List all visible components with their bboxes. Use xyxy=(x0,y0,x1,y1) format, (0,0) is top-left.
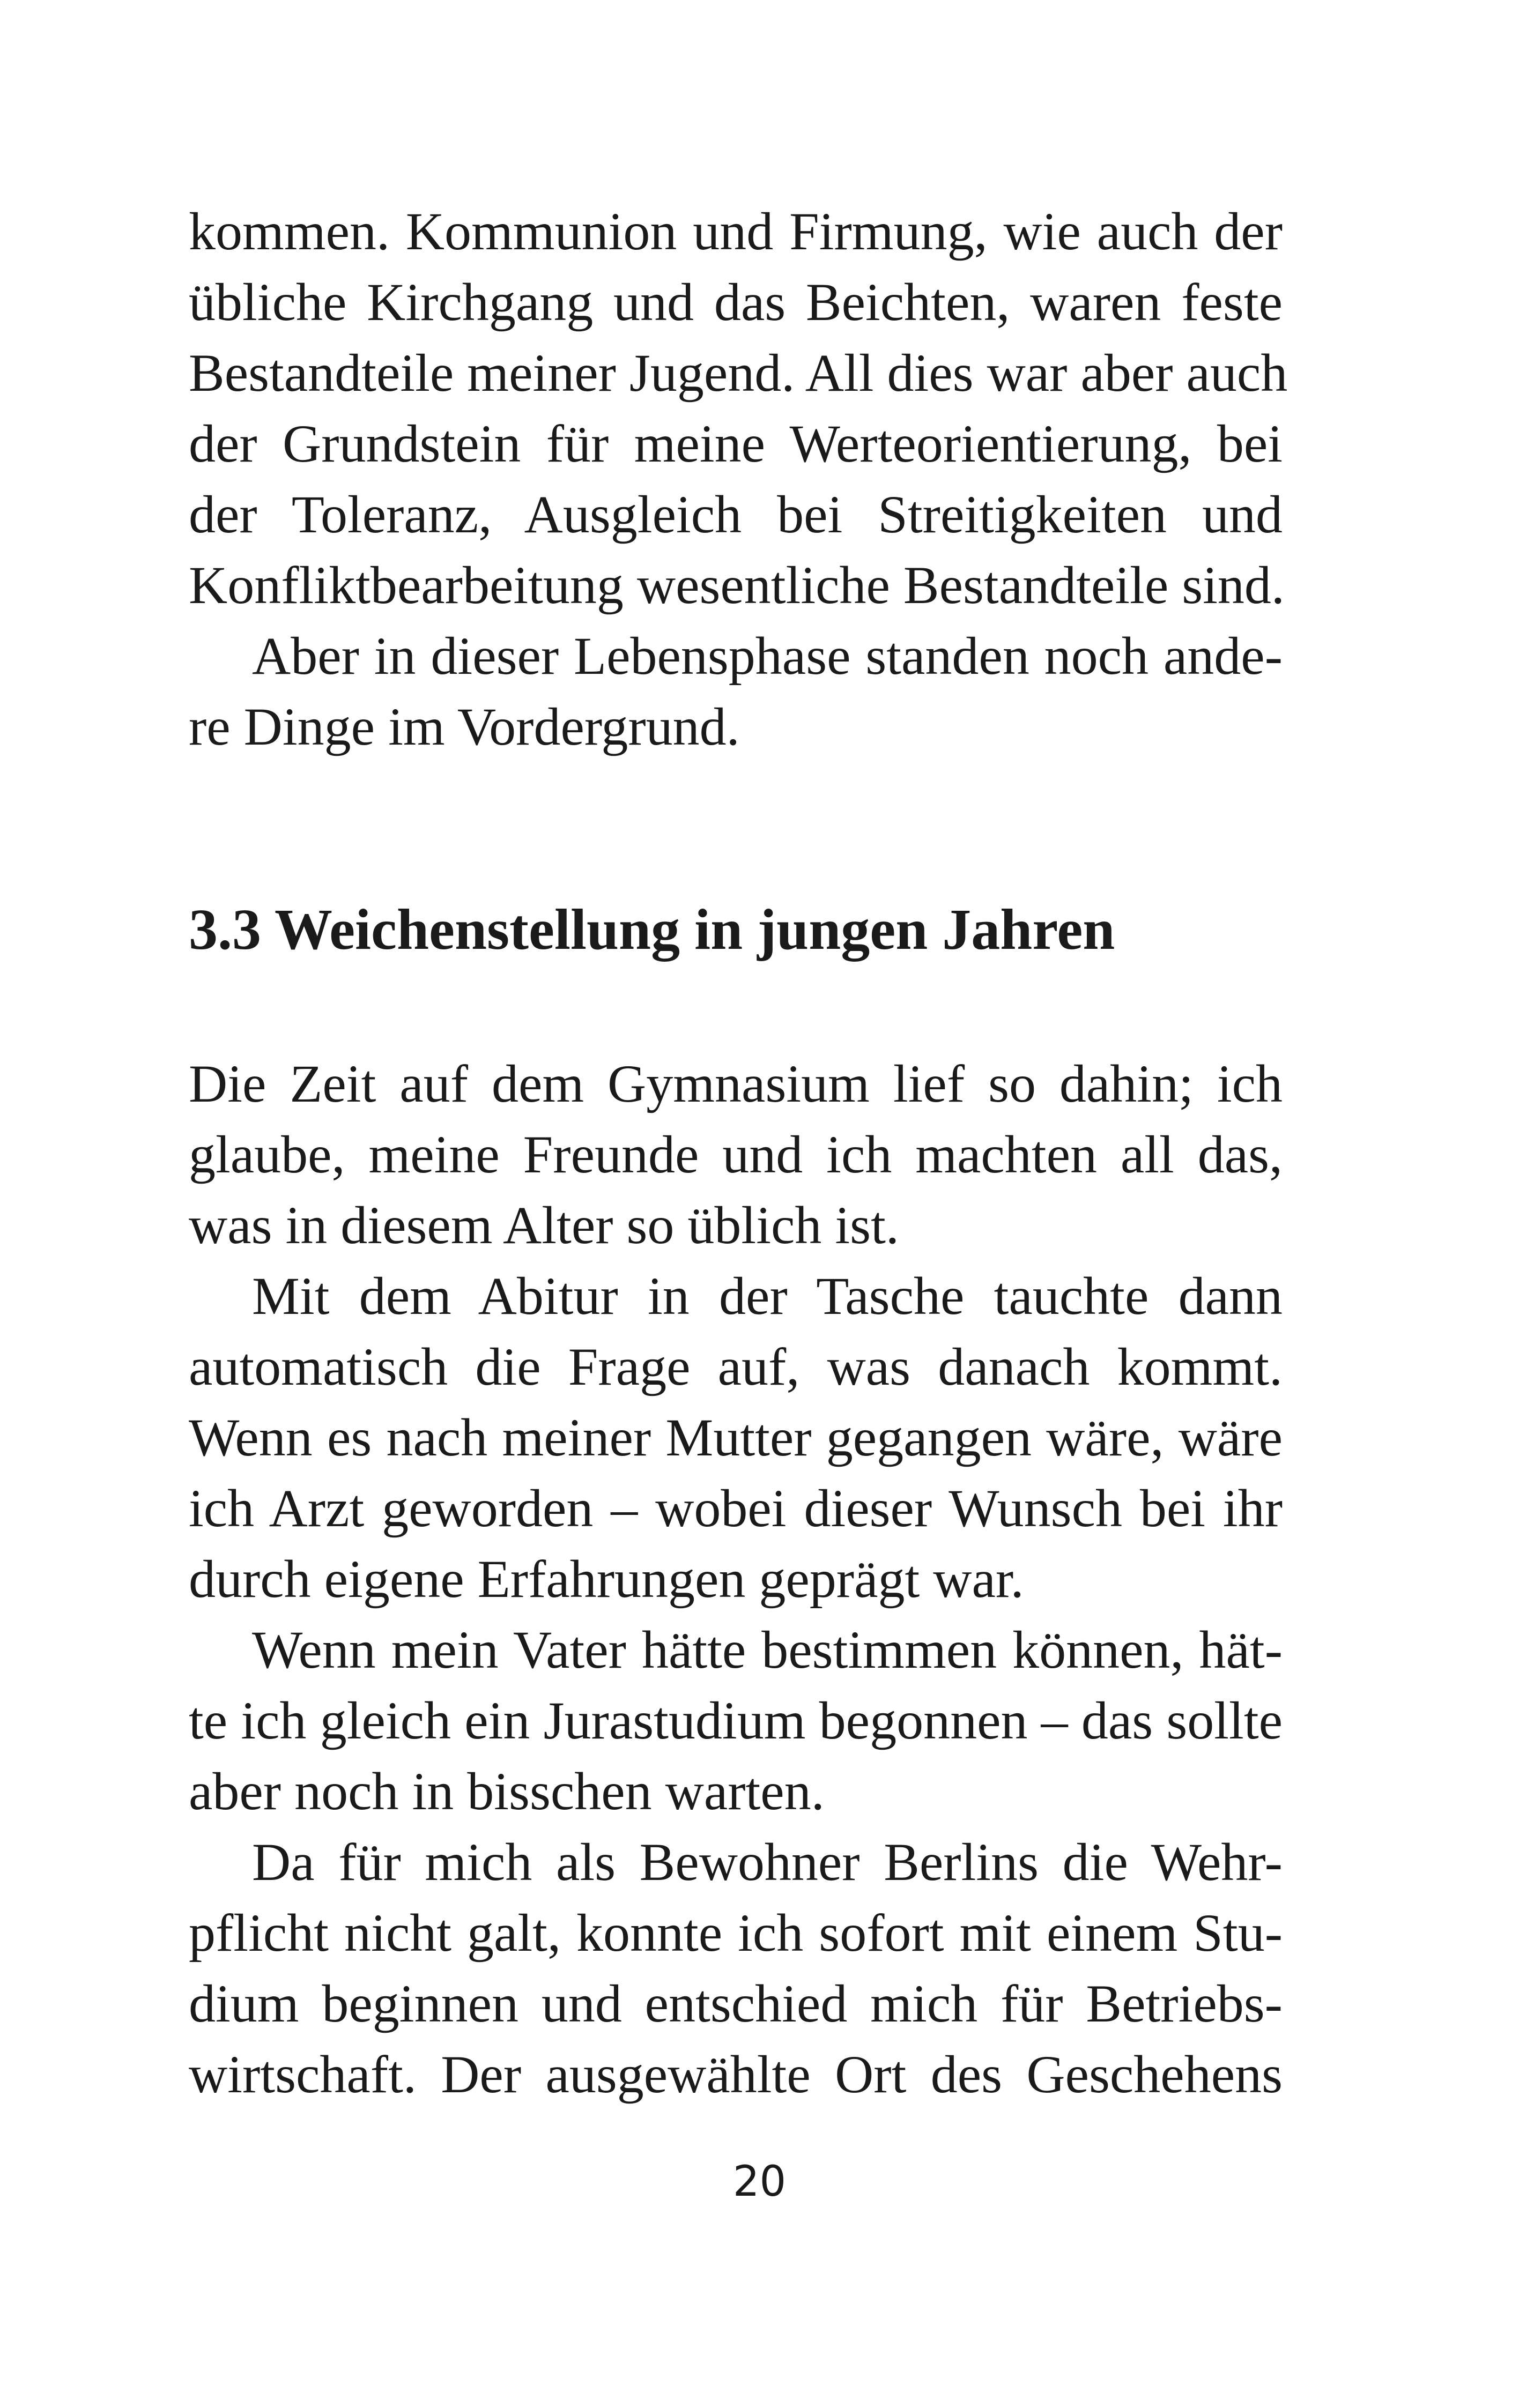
text-line: ich Arzt geworden – wobei dieser Wunsch bei ihr xyxy=(189,1478,1283,1538)
text-line: te ich gleich ein Jurastudium begonnen – das sollte xyxy=(189,1691,1283,1750)
text-line: Aber in dieser Lebensphase standen noch ande- xyxy=(252,626,1283,686)
page-number: 20 xyxy=(732,2158,787,2206)
text-line: glaube, meine Freunde und ich machten all das, xyxy=(189,1125,1283,1184)
text-line: übliche Kirchgang und das Beichten, waren feste xyxy=(189,272,1283,332)
text-line: Bestandteile meiner Jugend. All dies war aber auch xyxy=(189,343,1288,403)
text-line: der Toleranz, Ausgleich bei Streitigkeiten und xyxy=(189,485,1283,544)
text-line: wirtschaft. Der ausgewählte Ort des Geschehens xyxy=(189,2045,1283,2104)
text-line: Da für mich als Bewohner Berlins die Wehr- xyxy=(252,1832,1283,1892)
text-line: automatisch die Frage auf, was danach kommt. xyxy=(189,1337,1283,1396)
paragraph-block-section xyxy=(189,1049,1283,2110)
text-line: der Grundstein für meine Werteorientierung, bei xyxy=(189,414,1283,473)
paragraph-block-intro xyxy=(189,196,1288,762)
text-line: durch eigene Erfahrungen geprägt war. xyxy=(189,1549,1024,1609)
text-line: Wenn es nach meiner Mutter gegangen wäre, wäre xyxy=(189,1408,1283,1467)
text-line: Mit dem Abitur in der Tasche tauchte dann xyxy=(252,1266,1283,1326)
text-line: Die Zeit auf dem Gymnasium lief so dahin; ich xyxy=(189,1054,1283,1113)
text-line: dium beginnen und entschied mich für Betriebs- xyxy=(189,1974,1283,2033)
text-line: kommen. Kommunion und Firmung, wie auch der xyxy=(189,202,1283,261)
text-line: re Dinge im Vordergrund. xyxy=(189,697,740,756)
text-line: pflicht nicht galt, konnte ich sofort mit einem Stu- xyxy=(189,1903,1283,1963)
text-line: Wenn mein Vater hätte bestimmen können, hät- xyxy=(252,1620,1283,1679)
text-line: aber noch in bisschen warten. xyxy=(189,1762,825,1821)
text-line: Konfliktbearbeitung wesentliche Bestandteile sind. xyxy=(189,555,1285,615)
text-line: was in diesem Alter so üblich ist. xyxy=(189,1195,899,1255)
section-heading: 3.3 Weichenstellung in jungen Jahren xyxy=(189,898,1115,962)
